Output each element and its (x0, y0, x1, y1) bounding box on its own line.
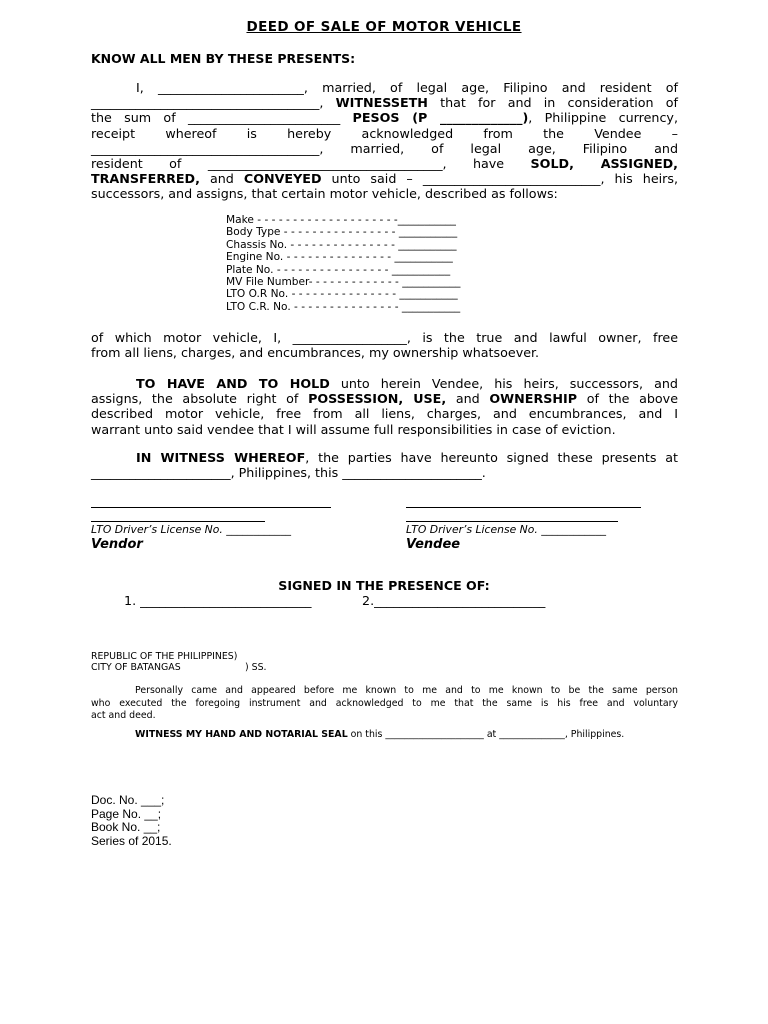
notary-acknowledgment (91, 685, 678, 723)
vehicle-detail-mv-file: MV File Number- - - - - - - - - - - - - ___________ (226, 276, 461, 289)
para1-line: receipt whereof is hereby acknowledged from the Vendee – (91, 125, 678, 141)
notary-line: Personally came and appeared before me known to me and to me known to be the same person (135, 685, 678, 696)
vehicle-detail-lto-or: LTO O.R No. - - - - - - - - - - - - - - - ___________ (226, 288, 458, 301)
page-no: Page No. __; (91, 806, 162, 821)
para1-line: resident of _____________________________________, have SOLD, ASSIGNED, (91, 156, 679, 172)
document-title: DEED OF SALE OF MOTOR VEHICLE (246, 19, 522, 35)
para1-line: I, _______________________, married, of legal age, Filipino and resident of (136, 80, 678, 95)
para1-line: the sum of ________________________ PESOS (P _____________), Philippine currency, (91, 110, 678, 126)
vehicle-detail-engine: Engine No. - - - - - - - - - - - - - - - ___________ (226, 251, 453, 264)
witness-2-line: 2.___________________________ (362, 593, 546, 608)
notary-line: who executed the foregoing instrument and acknowledged to me that the same is his free and voluntary (91, 697, 678, 709)
para2-line: of which motor vehicle, I, __________________, is the true and lawful owner, free (91, 330, 678, 345)
paragraph-to-have-and-hold (91, 376, 678, 437)
para1-line: ____________________________________, WITNESSETH that for and in consideration of (91, 95, 678, 111)
para3-line: described motor vehicle, free from all liens, charges, and encumbrances, and I (91, 406, 678, 422)
notary-witness-seal: WITNESS MY HAND AND NOTARIAL SEAL on this _____________________ at ______________, Philippines. (135, 729, 625, 740)
know-all-heading: KNOW ALL MEN BY THESE PRESENTS: (91, 51, 356, 66)
vehicle-detail-lto-cr: LTO C.R. No. - - - - - - - - - - - - - - - ___________ (226, 300, 461, 313)
doc-no: Doc. No. ___; (91, 793, 165, 807)
vendee-name-line (406, 521, 618, 522)
vendor-signature-line (91, 507, 331, 508)
vendor-label: Vendor (91, 537, 143, 552)
vendor-license-label: LTO Driver’s License No. ____________ (91, 523, 291, 536)
para2-line: from all liens, charges, and encumbrances, my ownership whatsoever. (91, 345, 540, 361)
vendee-license-label: LTO Driver’s License No. ____________ (406, 523, 606, 536)
para3-line: TO HAVE AND TO HOLD unto herein Vendee, his heirs, successors, and (136, 376, 678, 391)
notary-ss: ) SS. (245, 662, 267, 673)
notary-line: act and deed. (91, 710, 156, 721)
paragraph-ownership (91, 330, 678, 360)
series-year: Series of 2015. (91, 833, 172, 848)
witness-1-line: 1. ___________________________ (124, 593, 312, 608)
book-no: Book No. __; (91, 820, 161, 834)
para3-line: warrant unto said vendee that I will assume full responsibilities in case of eviction. (91, 421, 616, 437)
notary-republic: REPUBLIC OF THE PHILIPPINES) (91, 651, 238, 662)
paragraph-sale-terms (91, 80, 678, 202)
para1-line: successors, and assigns, that certain motor vehicle, described as follows: (91, 186, 558, 202)
para1-line: ____________________________________, married, of legal age, Filipino and (91, 140, 678, 156)
para3-line: assigns, the absolute right of POSSESSION, USE, and OWNERSHIP of the above (91, 391, 679, 407)
para1-line: TRANSFERRED, and CONVEYED unto said – ____________________________, his heirs, (91, 171, 679, 187)
para4-line: ______________________, Philippines, this ______________________. (91, 465, 486, 481)
notary-city: CITY OF BATANGAS (91, 662, 181, 673)
para4-line: IN WITNESS WHEREOF, the parties have hereunto signed these presents at (136, 450, 678, 465)
vendor-name-line (91, 521, 265, 522)
vendee-label: Vendee (406, 537, 461, 552)
vehicle-detail-make: Make - - - - - - - - - - - - - - - - - - - -___________ (226, 214, 456, 226)
doc-info-block (91, 794, 172, 848)
vendee-signature-line (406, 507, 641, 508)
paragraph-in-witness (91, 450, 678, 480)
presence-heading: SIGNED IN THE PRESENCE OF: (278, 578, 490, 593)
vehicle-detail-chassis: Chassis No. - - - - - - - - - - - - - - - ___________ (226, 238, 457, 251)
vehicle-details-list (226, 214, 460, 313)
vehicle-detail-body-type: Body Type - - - - - - - - - - - - - - - - ___________ (226, 226, 458, 239)
vehicle-detail-plate: Plate No. - - - - - - - - - - - - - - - - ___________ (226, 263, 451, 276)
